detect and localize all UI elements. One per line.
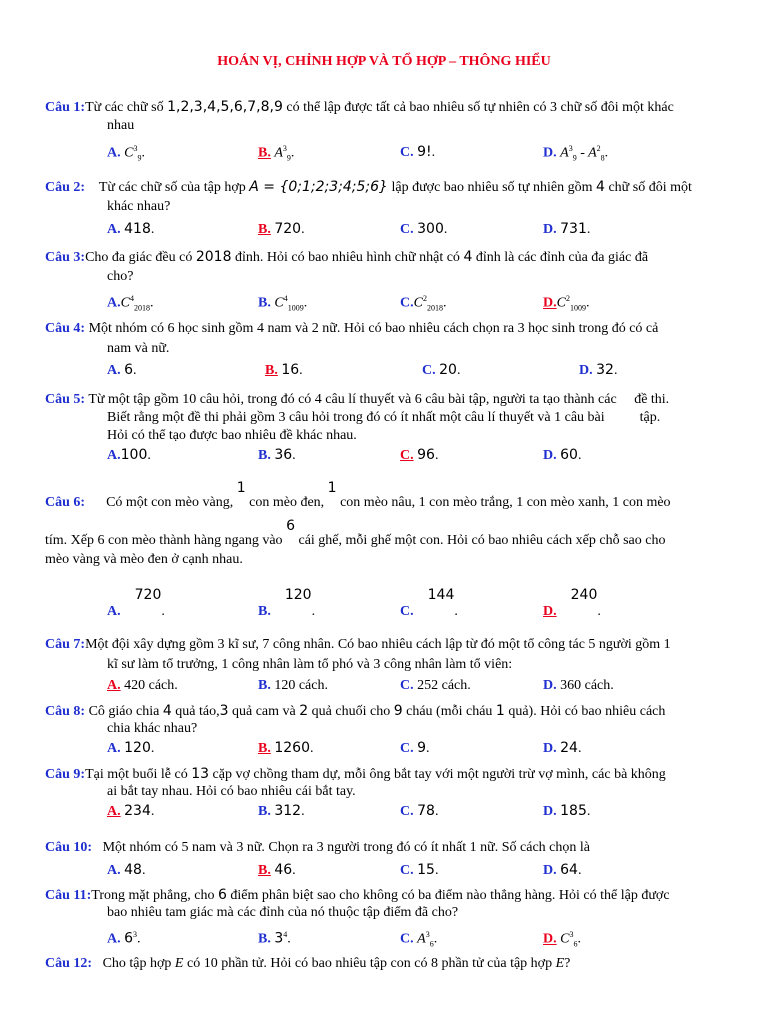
option-c[interactable]: C. 96. <box>400 447 439 463</box>
option-b[interactable]: B. 120. <box>258 587 316 619</box>
option-a[interactable]: A. 420 cách. <box>107 678 178 693</box>
question-3: Câu 3:Cho đa giác đều có 2018 đỉnh. Hỏi có bao nhiêu hình chữ nhật có 4 đỉnh là các đỉnh của đa giác đã <box>45 249 649 265</box>
option-a[interactable]: A. $C^3_9$. <box>107 144 145 163</box>
option-a[interactable]: A. 48. <box>107 862 146 878</box>
option-d[interactable]: D. $C^3_6$. <box>543 930 581 949</box>
question-5: Câu 5: Từ một tập gồm 10 câu hỏi, trong đó có 4 câu lí thuyết và 6 câu bài tập, người ta tạo thành các đề thi. <box>45 392 670 407</box>
option-d[interactable]: D. 32. <box>579 362 618 378</box>
option-c[interactable]: C. 9. <box>400 740 430 756</box>
option-b[interactable]: B. 720. <box>258 221 305 237</box>
question-6-line2: tím. Xếp 6 con mèo thành hàng ngang vào 6 cái ghế, mỗi ghế một con. Hỏi có bao nhiêu cách xếp chỗ sao cho <box>45 518 666 548</box>
option-c[interactable]: C. 300. <box>400 221 448 237</box>
option-a[interactable]: A. 120. <box>107 740 155 756</box>
option-b[interactable]: B. 36. <box>258 447 296 463</box>
question-11: Câu 11:Trong mặt phẳng, cho 6 điểm phân biệt sao cho không có ba điểm nào thẳng hàng. Hỏi có thể lập được <box>45 887 670 903</box>
question-10: Câu 10: Một nhóm có 5 nam và 3 nữ. Chọn ra 3 người trong đó có ít nhất 1 nữ. Số cách chọn là <box>45 840 590 855</box>
option-d[interactable]: D. 731. <box>543 221 591 237</box>
option-d[interactable]: D. 240. <box>543 587 601 619</box>
option-a[interactable]: A. 418. <box>107 221 155 237</box>
question-label: Câu 1: <box>45 100 86 115</box>
question-9: Câu 9:Tại một buổi lễ có 13 cặp vợ chồng tham dự, mỗi ông bắt tay với một người trừ vợ mình, các bà không <box>45 766 666 782</box>
option-c[interactable]: C. 78. <box>400 803 439 819</box>
question-12: Câu 12: Cho tập hợp E có 10 phần tử. Hỏi có bao nhiêu tập con có 8 phần tử của tập hợp E? <box>45 956 571 971</box>
option-b[interactable]: B. $C^4_{1009}$. <box>258 294 308 313</box>
option-c[interactable]: C. 252 cách. <box>400 678 471 693</box>
page-title: HOÁN VỊ, CHỈNH HỢP VÀ TỔ HỢP – THÔNG HIỂU <box>217 54 551 69</box>
question-8: Câu 8: Cô giáo chia 4 quả táo,3 quả cam và 2 quả chuối cho 9 cháu (mỗi cháu 1 quả). Hỏi có bao nhiêu cách <box>45 703 666 719</box>
option-a[interactable]: A. 6. <box>107 362 137 378</box>
option-b[interactable]: B. $A^3_9$. <box>258 144 295 163</box>
question-2: Câu 2: Từ các chữ số của tập hợp A = {0;1;2;3;4;5;6} lập được bao nhiêu số tự nhiên gồm 4 chữ số đôi một <box>45 179 692 195</box>
option-d[interactable]: D. 360 cách. <box>543 678 614 693</box>
option-c[interactable]: C. 9!. <box>400 144 436 160</box>
option-b[interactable]: B. $3^4$. <box>258 930 291 947</box>
question-1: Câu 1:Từ các chữ số 1,2,3,4,5,6,7,8,9 có thể lập được tất cả bao nhiêu số tự nhiên có 3 chữ số đôi một khác <box>45 99 674 115</box>
option-b[interactable]: B. 120 cách. <box>258 678 328 693</box>
set-A: A = {0;1;2;3;4;5;6} <box>249 179 388 195</box>
option-b[interactable]: B. 46. <box>258 862 296 878</box>
option-c[interactable]: C. 20. <box>422 362 461 378</box>
question-6: Câu 6: Có một con mèo vàng, 1 con mèo đen, 1 con mèo nâu, 1 con mèo trắng, 1 con mèo xanh, 1 con mèo <box>45 480 671 510</box>
option-c[interactable]: C. 15. <box>400 862 439 878</box>
math-digits: 1,2,3,4,5,6,7,8,9 <box>167 99 283 115</box>
option-a[interactable]: A. 720. <box>107 587 165 619</box>
question-7: Câu 7:Một đội xây dựng gồm 3 kĩ sư, 7 công nhân. Có bao nhiêu cách lập từ đó một tổ công tác 5 người gồm 1 <box>45 637 671 652</box>
option-a[interactable]: A.100. <box>107 447 151 463</box>
option-a[interactable]: A. $6^3$. <box>107 930 141 947</box>
option-d[interactable]: D. 185. <box>543 803 591 819</box>
question-4: Câu 4: Một nhóm có 6 học sinh gồm 4 nam và 2 nữ. Hỏi có bao nhiêu cách chọn ra 3 học sinh trong đó có cả <box>45 321 659 336</box>
option-b[interactable]: B. 312. <box>258 803 305 819</box>
option-d[interactable]: D. $A^3_9 - A^2_8$. <box>543 144 609 163</box>
option-b[interactable]: B. 16. <box>265 362 303 378</box>
option-d[interactable]: D. 60. <box>543 447 582 463</box>
option-d[interactable]: D. 24. <box>543 740 582 756</box>
option-c[interactable]: C. $A^3_6$. <box>400 930 438 949</box>
option-c[interactable]: C. 144. <box>400 587 458 619</box>
option-a[interactable]: $A.C^4_{2018}$. <box>107 294 154 313</box>
option-b[interactable]: B. 1260. <box>258 740 314 756</box>
option-d[interactable]: $D.C^2_{1009}$. <box>543 294 590 313</box>
option-c[interactable]: $C.C^2_{2018}$. <box>400 294 447 313</box>
option-a[interactable]: A. 234. <box>107 803 155 819</box>
option-d[interactable]: D. 64. <box>543 862 582 878</box>
